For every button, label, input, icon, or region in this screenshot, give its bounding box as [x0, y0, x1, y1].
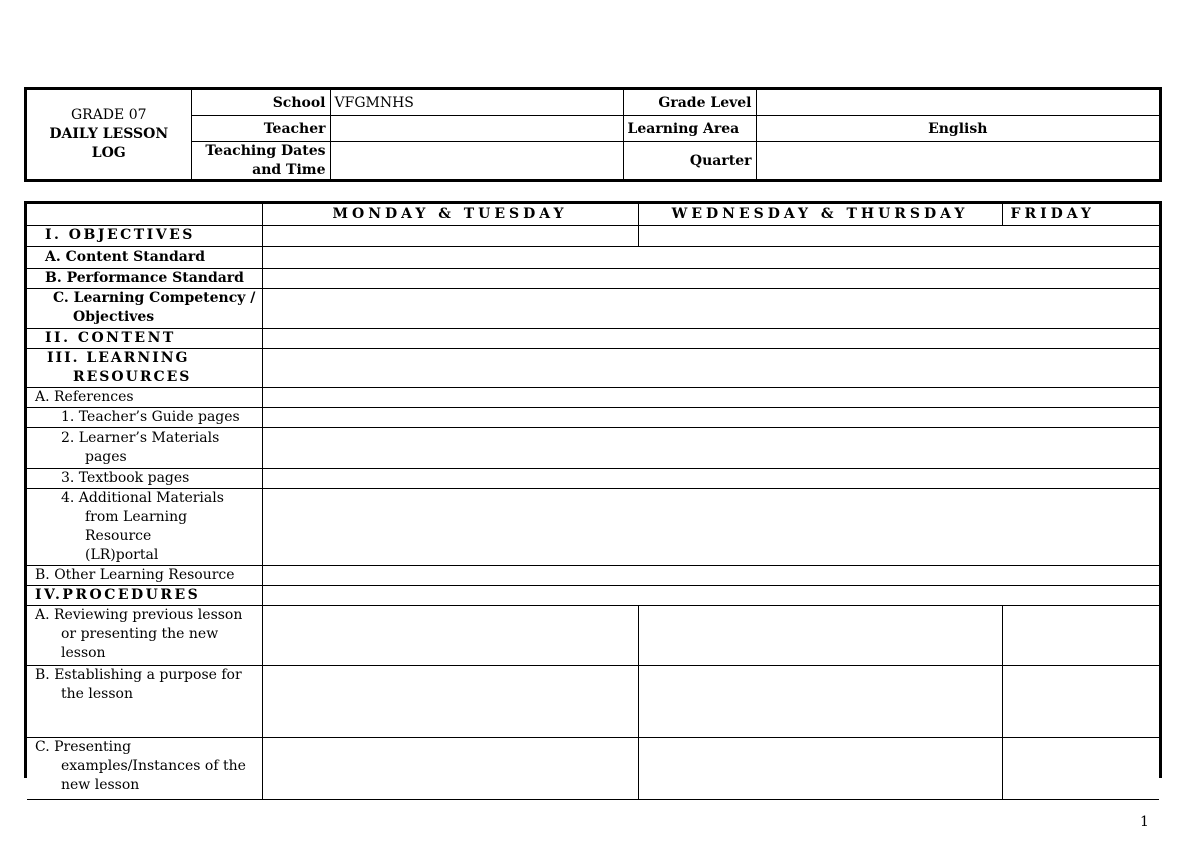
- cell-proc-c-mon-tue[interactable]: [262, 737, 638, 799]
- cell-objectives-mon-tue[interactable]: [262, 225, 638, 246]
- cell-learning-competency[interactable]: [262, 288, 1159, 328]
- grade-level-field[interactable]: [756, 90, 1159, 116]
- row-label-learners-materials: [27, 427, 262, 468]
- lesson-plan-table: [24, 201, 1162, 793]
- proc-a-line1: A. Reviewing previous lesson: [35, 606, 243, 623]
- day-header-wed-thu: WEDNESDAY & THURSDAY: [638, 204, 1002, 225]
- proc-c-line3: new lesson: [61, 776, 140, 793]
- row-label-performance-standard: B. Performance Standard: [27, 268, 262, 288]
- teacher-field[interactable]: [330, 116, 623, 142]
- proc-a-line2: or presenting the new: [61, 625, 219, 642]
- proc-c-line1: C. Presenting: [35, 738, 132, 755]
- proc-b-line2: the lesson: [61, 685, 133, 702]
- cell-proc-a-fri[interactable]: [1002, 605, 1159, 665]
- cell-references[interactable]: [262, 387, 1159, 407]
- row-label-other-resource: B. Other Learning Resource: [27, 565, 262, 585]
- quarter-label: Quarter: [623, 142, 756, 181]
- teacher-label: Teacher: [191, 116, 330, 142]
- log-title: [27, 90, 191, 180]
- additional-line3: (LR)portal: [85, 546, 159, 563]
- cell-other-resource[interactable]: [262, 565, 1159, 585]
- page-number: 1: [1140, 814, 1149, 830]
- cell-procedures[interactable]: [262, 585, 1159, 605]
- cell-proc-c-fri[interactable]: [1002, 737, 1159, 799]
- row-label-content-standard: A. Content Standard: [27, 246, 262, 268]
- row-label-additional-materials: [27, 488, 262, 565]
- cell-additional-materials[interactable]: [262, 488, 1159, 565]
- proc-b-line1: B. Establishing a purpose for: [35, 666, 242, 683]
- cell-proc-a-wed-thu[interactable]: [638, 605, 1002, 665]
- additional-line1: 4. Additional Materials: [61, 489, 224, 506]
- proc-a-line3: lesson: [61, 644, 106, 661]
- cell-learning-resources[interactable]: [262, 348, 1159, 387]
- lm-line1: 2. Learner’s Materials: [61, 429, 220, 446]
- cell-performance-standard[interactable]: [262, 268, 1159, 288]
- title-log: LOG: [91, 145, 126, 162]
- school-field[interactable]: VFGMNHS: [330, 90, 623, 116]
- day-header-mon-tue: MONDAY & TUESDAY: [262, 204, 638, 225]
- additional-line2: from Learning Resource: [85, 508, 188, 544]
- row-label-references: A. References: [27, 387, 262, 407]
- cell-proc-b-fri[interactable]: [1002, 665, 1159, 737]
- cell-proc-b-mon-tue[interactable]: [262, 665, 638, 737]
- cell-proc-c-wed-thu[interactable]: [638, 737, 1002, 799]
- teaching-dates-label-line1: Teaching Dates: [205, 143, 326, 159]
- cell-content-standard[interactable]: [262, 246, 1159, 268]
- learning-area-field[interactable]: English: [756, 116, 1159, 142]
- teaching-dates-field[interactable]: [330, 142, 623, 181]
- lm-line2: pages: [85, 448, 127, 465]
- title-grade: GRADE 07: [70, 107, 147, 124]
- competency-line2: Objectives: [73, 309, 155, 325]
- row-label-proc-a: [27, 605, 262, 665]
- resources-line2: RESOURCES: [73, 368, 192, 385]
- row-label-proc-c: [27, 737, 262, 799]
- row-label-textbook: 3. Textbook pages: [27, 468, 262, 488]
- row-label-teachers-guide: 1. Teacher’s Guide pages: [27, 407, 262, 427]
- proc-c-line2: examples/Instances of the: [61, 757, 246, 774]
- title-daily-lesson: DAILY LESSON: [49, 126, 169, 143]
- cell-content[interactable]: [262, 328, 1159, 348]
- teaching-dates-label: [191, 142, 330, 181]
- corner-cell: [27, 204, 262, 225]
- teaching-dates-label-line2: and Time: [252, 162, 326, 178]
- cell-learners-materials[interactable]: [262, 427, 1159, 468]
- row-label-proc-b: [27, 665, 262, 737]
- grade-level-label: Grade Level: [623, 90, 756, 116]
- cell-objectives-wed-fri[interactable]: [638, 225, 1159, 246]
- row-label-learning-resources: [27, 348, 262, 387]
- row-label-content: II. CONTENT: [27, 328, 262, 348]
- cell-proc-a-mon-tue[interactable]: [262, 605, 638, 665]
- school-label: School: [191, 90, 330, 116]
- cell-proc-b-wed-thu[interactable]: [638, 665, 1002, 737]
- competency-line1: C. Learning Competency /: [53, 290, 256, 306]
- row-label-learning-competency: [27, 288, 262, 328]
- cell-textbook[interactable]: [262, 468, 1159, 488]
- quarter-field[interactable]: [756, 142, 1159, 181]
- day-header-fri: FRIDAY: [1002, 204, 1159, 225]
- row-label-objectives: I. OBJECTIVES: [27, 225, 262, 246]
- header-info-table: [24, 87, 1162, 182]
- resources-line1: III. LEARNING: [47, 349, 190, 366]
- cell-teachers-guide[interactable]: [262, 407, 1159, 427]
- row-label-procedures: IV.PROCEDURES: [27, 585, 262, 605]
- learning-area-label: Learning Area: [623, 116, 756, 142]
